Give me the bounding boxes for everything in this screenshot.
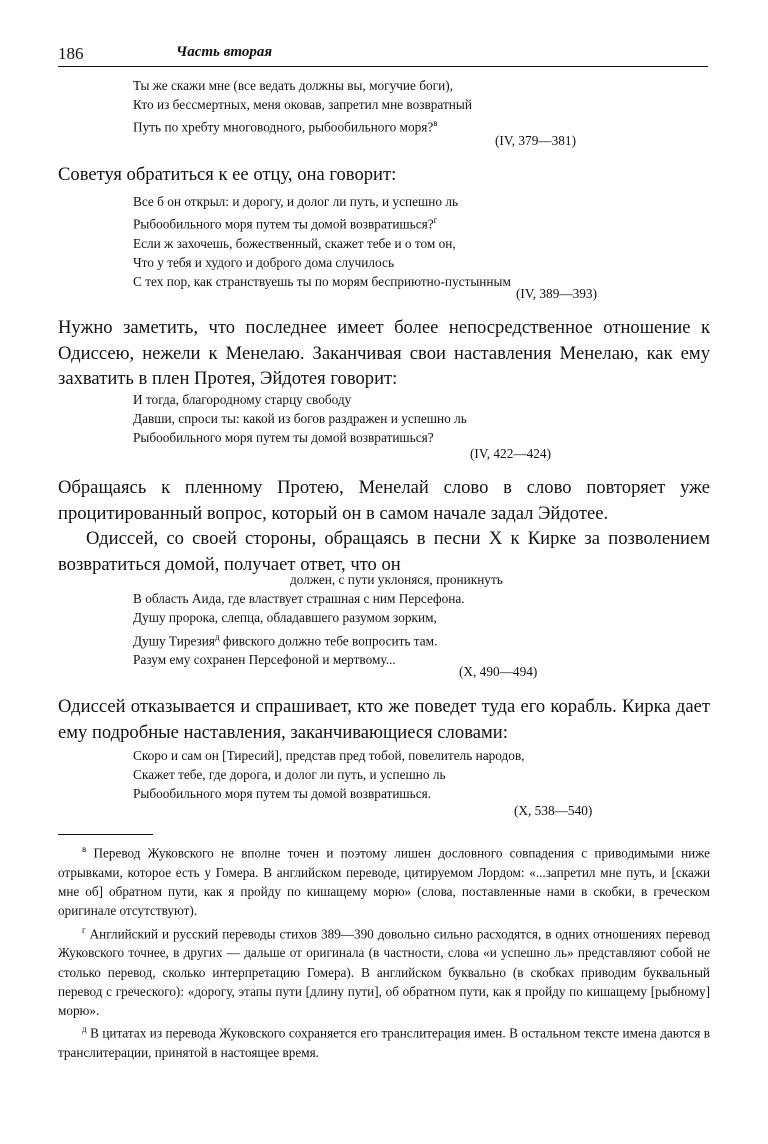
verse-line: Ты же скажи мне (все ведать должны вы, могучие боги),	[133, 78, 453, 93]
verse-line: Что у тебя и худого и доброго дома случилось	[133, 255, 395, 271]
verse-line: В область Аида, где властвует страшная с ним Персефона.	[133, 591, 465, 607]
verse-quote-5	[133, 746, 525, 804]
verse-line: Душу Тирезия$^д$ фивского должно тебе вопросить там.	[133, 631, 438, 649]
verse-line: Давши, спроси ты: какой из богов раздражен и успешно ль	[133, 411, 467, 427]
verse-line: Рыбообильного моря путем ты домой возвратишься?$^г$	[133, 215, 438, 232]
verse-line: Разум ему сохранен Персефоной и мертвому...	[133, 652, 396, 668]
verse-quote-3	[133, 390, 467, 448]
paragraph: Обращаясь к пленному Протею, Менелай слово в слово повторяет уже процитированный вопрос, который он в самом начале задал Эйдотее. Одиссей, со своей стороны, обращаясь в песни X к Кирке за позволением возвратиться домой, получает ответ, что он	[58, 477, 710, 575]
verse-line: Скажет тебе, где дорога, и долог ли путь, и успешно ль	[133, 767, 446, 783]
footnote-mark: г	[433, 215, 438, 226]
citation-ref: (X, 490—494)	[459, 664, 538, 679]
verse-line: Рыбообильного моря путем ты домой возвратишься?	[133, 430, 434, 446]
paragraph: Одиссей отказывается и спрашивает, кто же поведет туда его корабль. Кирка дает ему подробные наставления, заканчивающиеся словами:	[58, 696, 710, 743]
citation-ref: (IV, 379—381)	[495, 133, 577, 148]
verse-line: должен, с пути уклоняся, проникнуть	[290, 572, 503, 587]
verse-line: Путь по хребту многоводного, рыбообильного моря?$^в$	[133, 118, 438, 135]
verse-line: И тогда, благородному старцу свободу	[133, 392, 352, 407]
verse-quote-2	[133, 192, 511, 291]
paragraph: Нужно заметить, что последнее имеет более непосредственное отношение к Одиссею, нежели к Менелаю. Заканчивая свои наставления Менелаю, как ему захватить в плен Протея, Эйдотея говорит:	[58, 317, 710, 389]
running-header-title: Часть вторая	[176, 44, 273, 60]
footnote-rule	[58, 834, 153, 835]
footnote: $^г$ Английский и русский переводы стихов 389—390 довольно сильно расходятся, в одних отношениях перевод Жуковского точнее, в других — дальше от оригинала (в частности, слова «и успешно ль» представляют собой не столько перевод, сколько интерпретацию Гомера). В английском буквально (в скобках приводим буквальный перевод с греческого): «дорогу, этапы пути [длину пути], об обратном пути, как я пройду по кишащему [рыбному] морю».	[58, 924, 710, 1019]
verse-line: Все б он открыл: и дорогу, и долог ли путь, и успешно ль	[133, 194, 459, 209]
footnotes	[58, 840, 710, 1062]
header-rule	[58, 66, 708, 67]
page-number: 186	[58, 44, 84, 63]
verse-line: Кто из бессмертных, меня оковав, запретил мне возвратный	[133, 97, 472, 113]
citation-ref: (IV, 422—424)	[470, 446, 552, 461]
footnote-mark: в	[433, 118, 438, 129]
footnote: $^д$ В цитатах из перевода Жуковского сохраняется его транслитерация имен. В остальном тексте имена даются в транслитерации, принятой в настоящее время.	[58, 1024, 710, 1061]
verse-quote-1	[133, 76, 472, 137]
verse-line: Скоро и сам он [Тиресий], представ пред тобой, повелитель народов,	[133, 748, 525, 763]
verse-line: Если ж захочешь, божественный, скажет тебе и о том он,	[133, 235, 456, 251]
footnote-mark: д	[215, 631, 220, 642]
citation-ref: (IV, 389—393)	[516, 286, 598, 301]
citation-ref: (X, 538—540)	[514, 803, 593, 818]
verse-line: Душу пророка, слепца, обладавшего разумом зорким,	[133, 610, 437, 626]
verse-line: Рыбообильного моря путем ты домой возвратишься.	[133, 786, 432, 802]
verse-line: С тех пор, как странствуешь ты по морям бесприютно-пустынным	[133, 274, 511, 290]
footnote: $^в$ Перевод Жуковского не вполне точен и поэтому лишен дословного совпадения с приводимыми ниже отрывками, которое есть у Гомера. В английском переводе, цитируемом Лордом: «...запретил мне путь, и [скажи мне об] обратном пути, как я пройду по кишащему морю» (слова, поставленные нами в скобки, в греческом оригинале отсутствуют).	[58, 844, 710, 919]
verse-quote-4	[133, 570, 503, 669]
paragraph: Советуя обратиться к ее отцу, она говорит:	[58, 164, 397, 185]
